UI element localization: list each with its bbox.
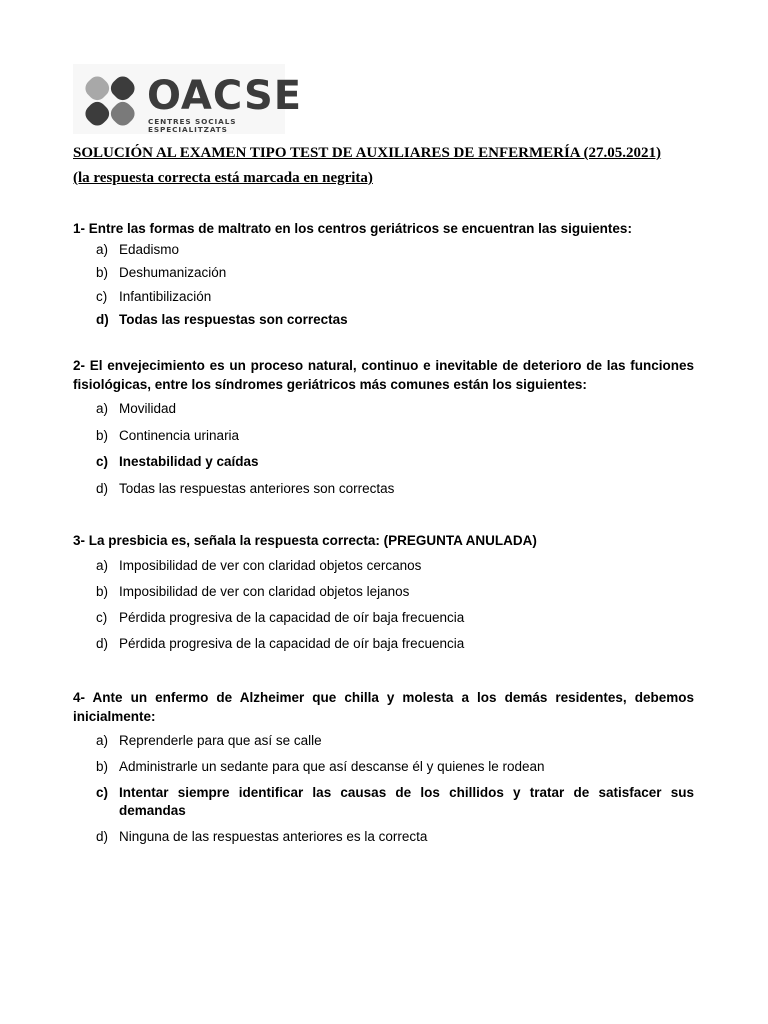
logo-name: OACSE (147, 73, 303, 119)
question-4-option-a: a) Reprenderle para que así se calle (96, 733, 322, 748)
document-subtitle: (la respuesta correcta está marcada en negrita) (73, 170, 373, 186)
question-4-text: 4- Ante un enfermo de Alzheimer que chilla y molesta a los demás residentes, debemos inicialmente: (73, 690, 694, 724)
oacse-clover-icon (79, 70, 141, 132)
document-title: SOLUCIÓN AL EXAMEN TIPO TEST DE AUXILIARES DE ENFERMERÍA (27.05.2021) (73, 145, 662, 161)
question-1-option-c: c) Infantibilización (96, 289, 212, 304)
question-3-option-c: c) Pérdida progresiva de la capacidad de oír baja frecuencia (96, 610, 465, 625)
question-2-option-c: c) Inestabilidad y caídas (96, 454, 259, 469)
question-2-option-b: b) Continencia urinaria (96, 428, 240, 443)
question-1-option-d: d) Todas las respuestas son correctas (96, 312, 348, 327)
question-2-option-d: d) Todas las respuestas anteriores son correctas (96, 481, 395, 496)
question-2-option-a: a) Movilidad (96, 401, 177, 416)
question-1-option-b: b) Deshumanización (96, 265, 227, 280)
question-1-option-a: a) Edadismo (96, 242, 180, 257)
question-4-option-d: d) Ninguna de las respuestas anteriores es la correcta (96, 829, 428, 844)
oacse-logo (73, 64, 303, 136)
question-3-option-b: b) Imposibilidad de ver con claridad objetos lejanos (96, 584, 410, 599)
question-4-option-b: b) Administrarle un sedante para que así descanse él y quienes le rodean (96, 759, 545, 774)
question-2-text: 2- El envejecimiento es un proceso natural, continuo e inevitable de deterioro de las funciones fisiológicas, entre los síndromes geriátricos más comunes están los siguientes: (73, 358, 694, 392)
question-3-option-a: a) Imposibilidad de ver con claridad objetos cercanos (96, 558, 422, 573)
question-1-text: 1- Entre las formas de maltrato en los centros geriátricos se encuentran las siguientes: (73, 221, 632, 236)
question-3-option-d: d) Pérdida progresiva de la capacidad de oír baja frecuencia (96, 636, 465, 651)
logo-subtitle: CENTRES SOCIALS ESPECIALITZATS (148, 117, 237, 134)
question-4-option-c: c) Intentar siempre identificar las causas de los chillidos y tratar de satisfacer sus demandas (96, 785, 694, 818)
question-3-text: 3- La presbicia es, señala la respuesta correcta: (PREGUNTA ANULADA) (73, 533, 537, 548)
